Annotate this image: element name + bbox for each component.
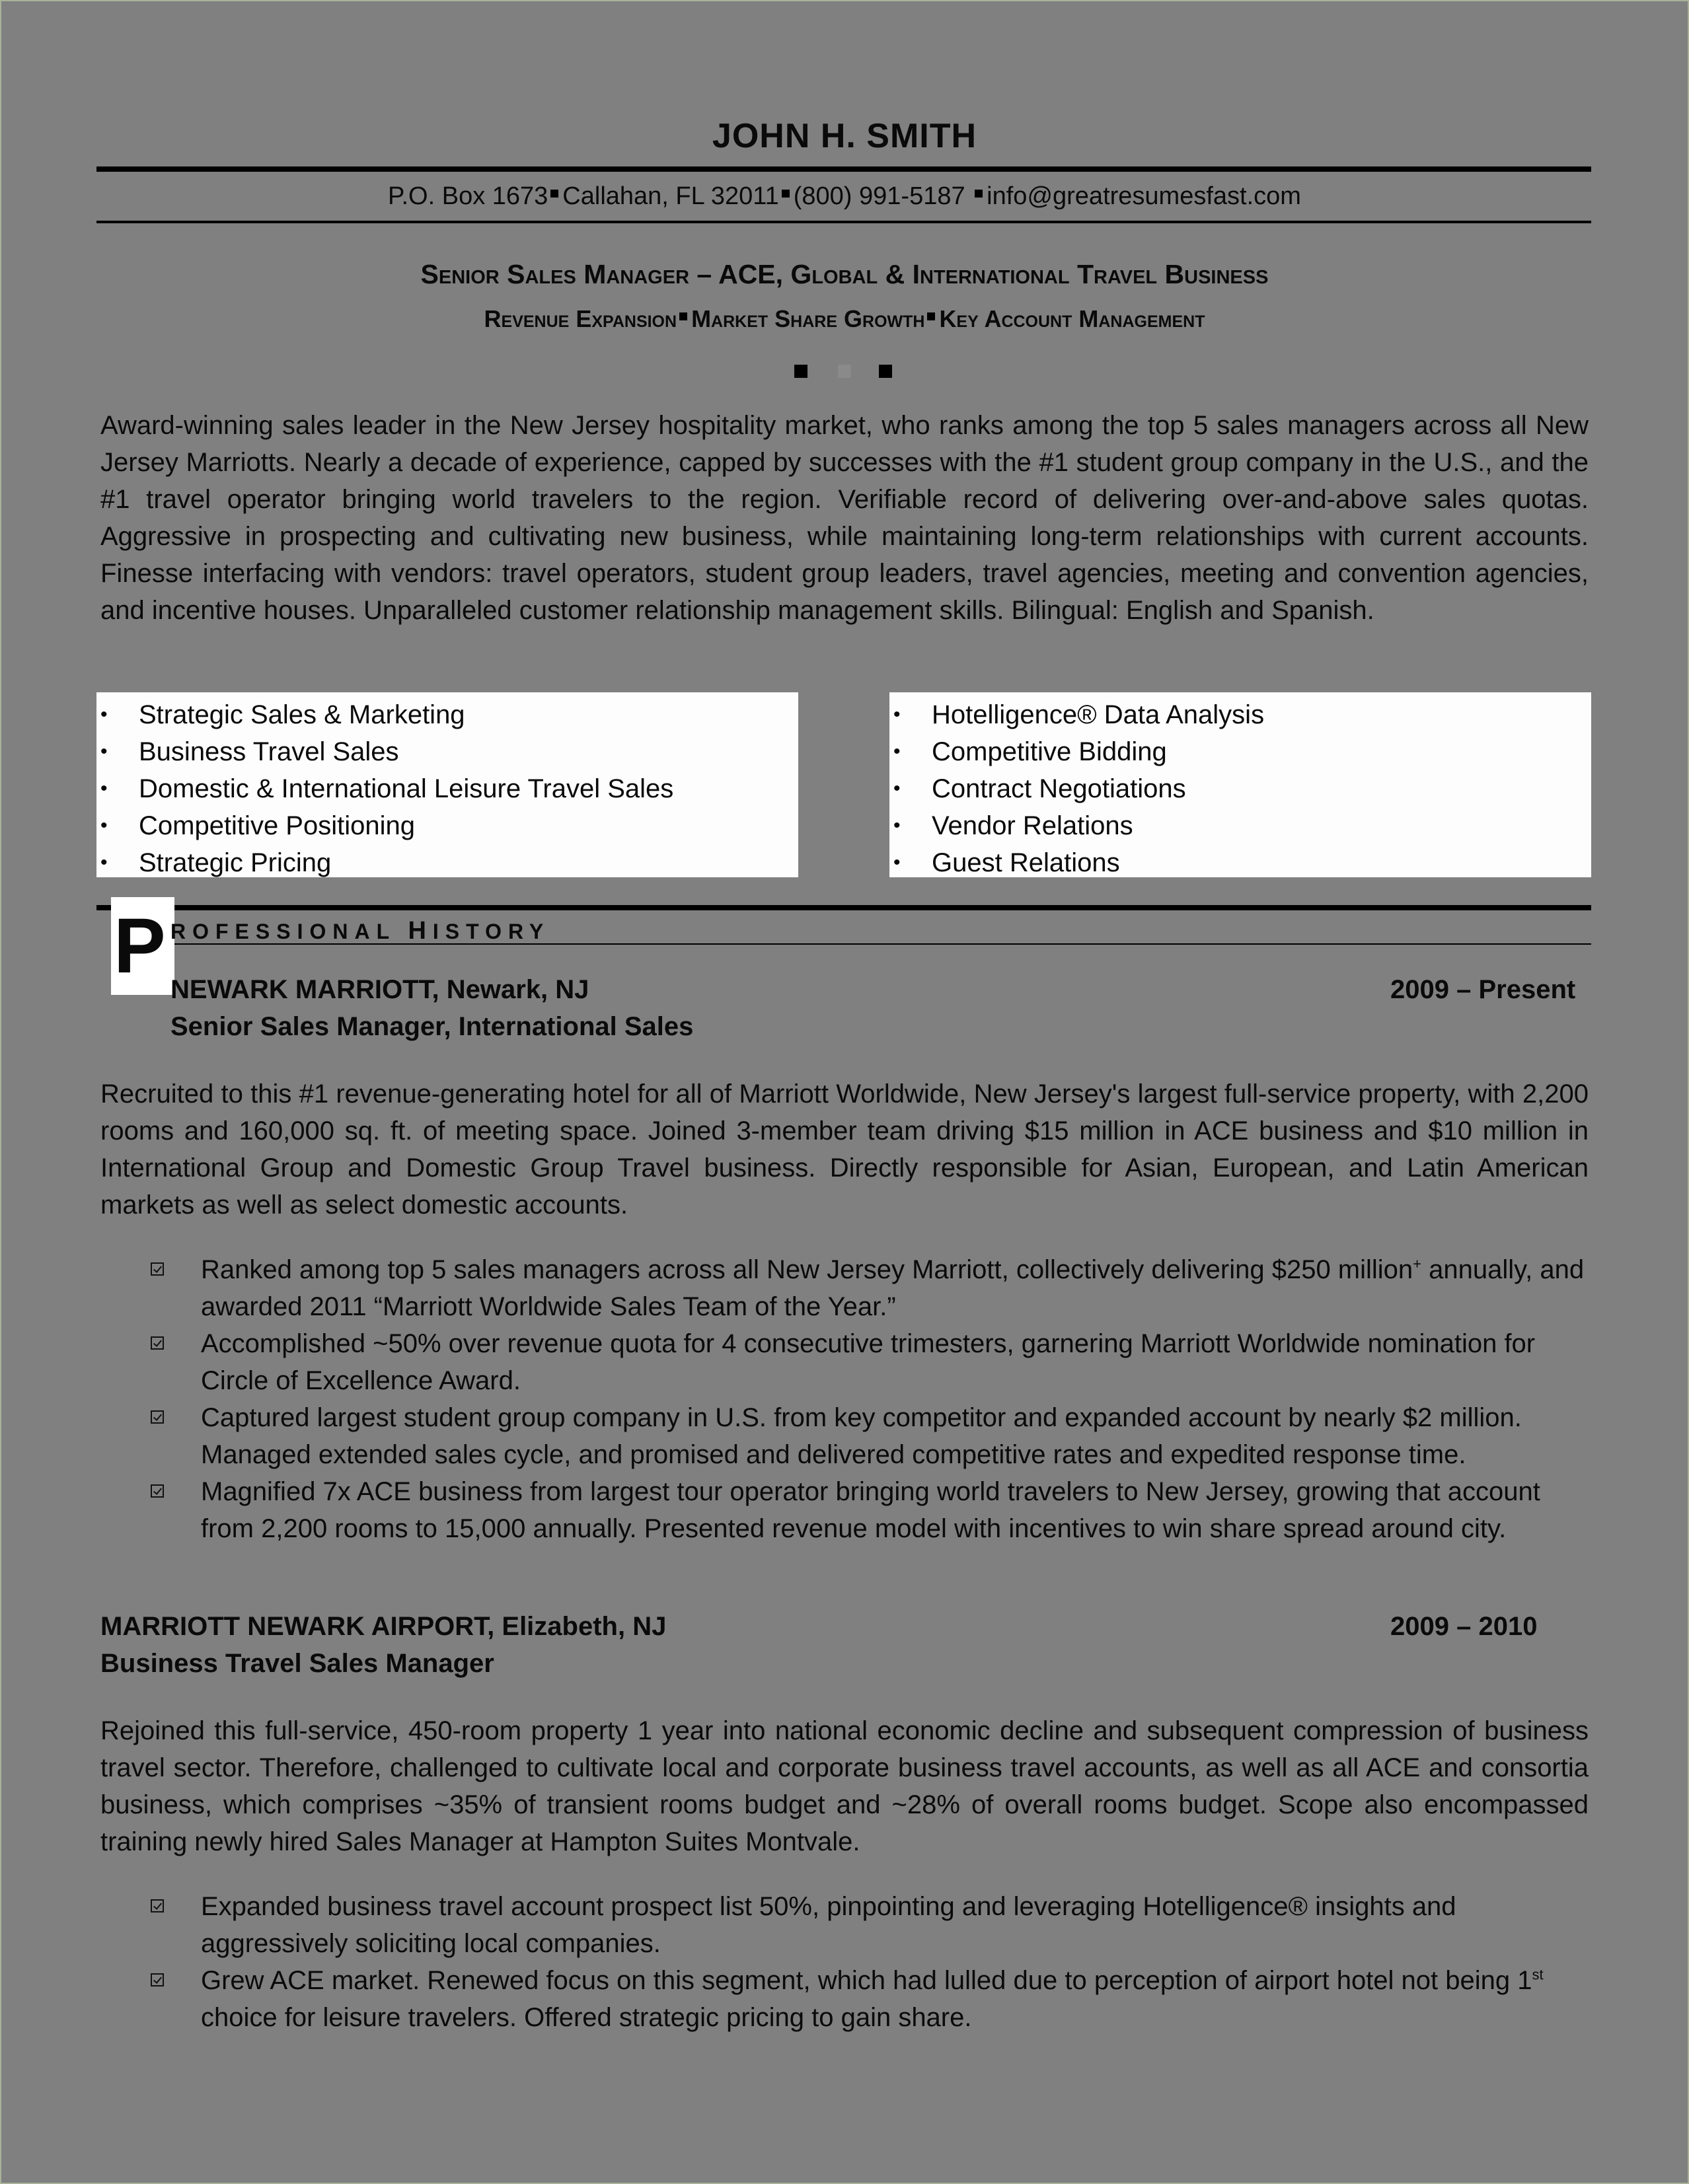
separator-square-icon (975, 190, 983, 198)
skill-item: • Guest Relations (889, 844, 1591, 881)
job-description: Recruited to this #1 revenue-generating hotel for all of Marriott Worldwide, New Jersey's largest full-service property, with 2,200 rooms and 160,000 sq. ft. of meeting space. Joined 3-member team driving $15 million in ACE business and $10 million in International Group and Domestic Group Travel business. Directly responsible for Asian, European, and Latin American markets as well as select domestic accounts. (100, 1079, 1589, 1219)
section-title-part: H (408, 917, 433, 945)
achievement-text: Ranked among top 5 sales managers across all New Jersey Marriott, collectively delivering $250 million (201, 1255, 1413, 1284)
headline-focus (0, 305, 1689, 333)
superscript: st (1532, 1966, 1544, 1983)
separator-square-icon (782, 190, 790, 198)
job-employer: NEWARK MARRIOTT, Newark, NJ (170, 975, 589, 1004)
achievement-text: Captured largest student group company in U.S. from key competitor and expanded account by nearly $2 million. Managed extended sales cycle, and promised and delivered competitive rates and expedited response time. (201, 1403, 1522, 1469)
contact-line (0, 182, 1689, 211)
job-role: Business Travel Sales Manager (100, 1649, 494, 1678)
email[interactable]: info@greatresumesfast.com (987, 182, 1301, 210)
section-title-part: ISTORY (432, 920, 550, 943)
summary-paragraph: Award-winning sales leader in the New Jersey hospitality market, who ranks among the top 5 sales managers across all New Jersey Marriotts. Nearly a decade of experience, capped by successes with the #1 student group company in the U.S., and the #1 travel operator bringing world travelers to the region. Verifiable record of delivering over-and-above sales quotas. Aggressive in prospecting and cultivating new business, while maintaining long-term relationships with current accounts. Finesse interfacing with vendors: travel operators, student group leaders, travel agencies, meeting and convention agencies, and incentive houses. Unparalleled customer relationship management skills. Bilingual: English and Spanish. (100, 411, 1589, 625)
separator-square-icon (550, 190, 558, 198)
skill-item: • Strategic Sales & Marketing (96, 696, 798, 733)
checkbox-icon (151, 1484, 164, 1498)
separator-square-icon (679, 312, 687, 320)
achievement-text: annually, and awarded 2011 “Marriott Worldwide Sales Team of the Year.” (201, 1255, 1585, 1321)
ornament-square-icon (794, 365, 807, 378)
skill-item: • Business Travel Sales (96, 733, 798, 770)
skill-item: • Competitive Positioning (96, 807, 798, 844)
achievement-item (151, 1473, 1598, 1547)
job-role: Senior Sales Manager, International Sales (170, 1012, 694, 1041)
checkbox-icon (151, 1973, 164, 1986)
focus-item: Revenue Expansion (484, 305, 677, 332)
superscript: + (1413, 1255, 1422, 1272)
address: P.O. Box 1673 (388, 182, 548, 210)
checkbox-icon (151, 1410, 164, 1424)
job-bullets (151, 1251, 1598, 1547)
achievement-text: Magnified 7x ACE business from largest tour operator bringing world travelers to New Jersey, growing that account from 2,200 rooms to 15,000 annually. Presented revenue model with incentives to win share spread around city. (201, 1477, 1540, 1543)
candidate-name: JOHN H. SMITH (712, 117, 977, 155)
achievement-item (151, 1325, 1598, 1399)
ornament-square-icon (879, 365, 892, 378)
job-employer: MARRIOTT NEWARK AIRPORT, Elizabeth, NJ (100, 1612, 667, 1641)
skill-item: • Competitive Bidding (889, 733, 1591, 770)
achievement-text: Accomplished ~50% over revenue quota for 4 consecutive trimesters, garnering Marriott Worldwide nomination for Circle of Excellence Award. (201, 1329, 1536, 1395)
checkbox-icon (151, 1336, 164, 1350)
section-dropcap: P (114, 902, 166, 990)
achievement-item (151, 1399, 1598, 1473)
focus-item: Key Account Management (939, 305, 1205, 332)
phone: (800) 991-5187 (793, 182, 965, 210)
achievement-text: Expanded business travel account prospect list 50%, pinpointing and leveraging Hotelligence® insights and aggressively soliciting local companies. (201, 1892, 1456, 1958)
header-rule-thick (96, 166, 1591, 172)
header-rule-thin (96, 221, 1591, 223)
achievement-item (151, 1888, 1598, 1962)
checkbox-icon (151, 1262, 164, 1276)
city: Callahan, FL 32011 (562, 182, 779, 210)
headline-title: Senior Sales Manager – ACE, Global & International Travel Business (420, 259, 1269, 289)
section-title-part: ROFESSIONAL (170, 920, 396, 943)
achievement-text: Grew ACE market. Renewed focus on this segment, which had lulled due to perception of airport hotel not being 1 (201, 1966, 1532, 1995)
separator-square-icon (927, 312, 935, 320)
skill-item: • Contract Negotiations (889, 770, 1591, 807)
ornament-square-icon (838, 365, 851, 378)
skill-item: • Hotelligence® Data Analysis (889, 696, 1591, 733)
skill-item: • Strategic Pricing (96, 844, 798, 881)
job-dates: 2009 – 2010 (1390, 1612, 1538, 1641)
achievement-text: choice for leisure travelers. Offered strategic pricing to gain share. (201, 2003, 972, 2032)
job-bullets (151, 1888, 1598, 2036)
skill-item: • Vendor Relations (889, 807, 1591, 844)
skill-item: • Domestic & International Leisure Travel Sales (96, 770, 798, 807)
achievement-item (151, 1251, 1598, 1325)
skills-box-right (889, 692, 1591, 877)
focus-item: Market Share Growth (691, 305, 925, 332)
checkbox-icon (151, 1899, 164, 1912)
achievement-item (151, 1962, 1598, 2036)
job-dates: 2009 – Present (1390, 975, 1576, 1004)
section-rule-thick (96, 905, 1591, 910)
skills-box-left (96, 692, 798, 877)
section-title (170, 917, 550, 945)
job-description: Rejoined this full-service, 450-room property 1 year into national economic decline and subsequent compression of business travel sector. Therefore, challenged to cultivate local and corporate business travel accounts, as well as all ACE and consortia business, which comprises ~35% of transient rooms budget and ~28% of overall rooms budget. Scope also encompassed training newly hired Sales Manager at Hampton Suites Montvale. (100, 1716, 1589, 1856)
